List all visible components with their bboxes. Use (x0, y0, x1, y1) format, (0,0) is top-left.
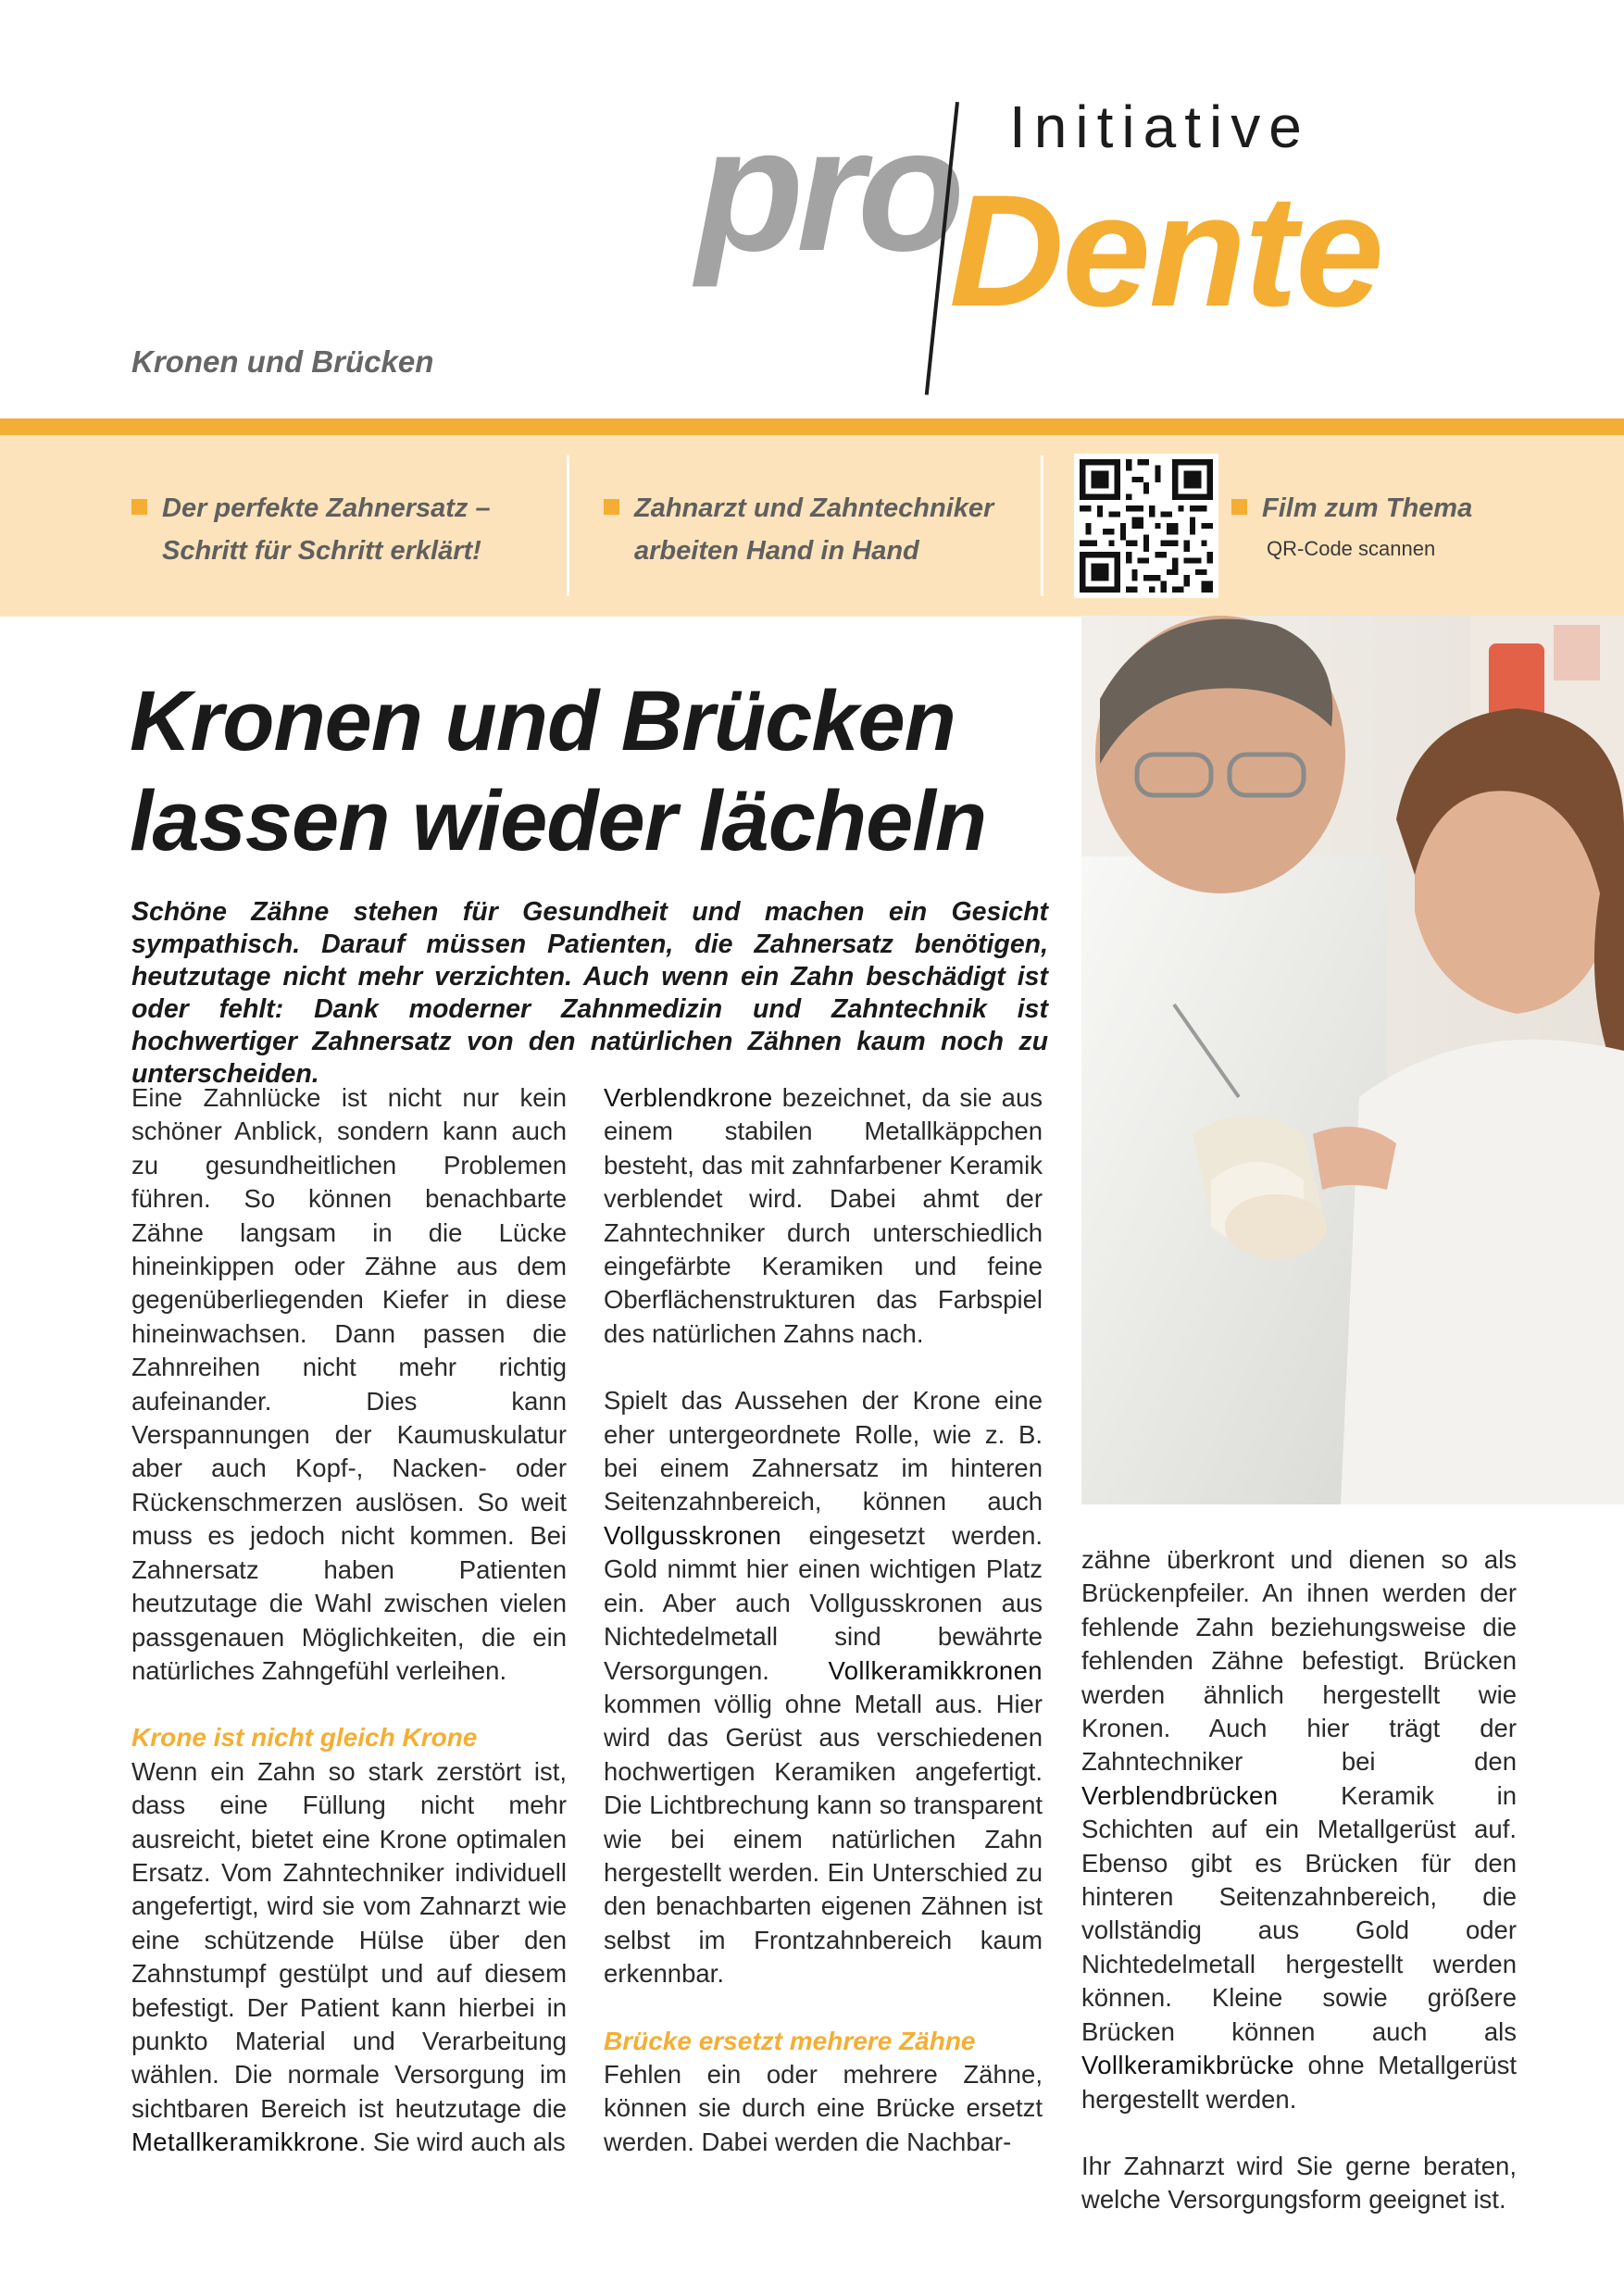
logo-dente: Dente (949, 162, 1382, 340)
qr-scan-hint: QR-Code scannen (1267, 537, 1436, 560)
paragraph-zahnluecke: Eine Zahnlücke ist nicht nur kein schöner Anblick, sondern kann auch zu gesundheitlichen Problemen führen. So können benachbarte Zähne langsam in die Lücke hineinkippen oder Zähne aus dem gegenüberliegenden Kiefer in diese hineinwachsen. Dann passen die Zahnreihen nicht mehr richtig aufeinander. Dies kann Verspannungen der Kaumuskulatur aber auch Kopf-, Nacken- oder Rückenschmerzen auslösen. So weit muss es jedoch nicht kommen. Bei Zahnersatz haben Patienten heutzutage die Wahl zwischen vielen passgenauen Möglichkeiten, die ein natürliches Zahngefühl verleihen. (131, 1083, 567, 1685)
term-metallkeramikkrone: Metallkeramikkrone (131, 2128, 359, 2157)
headline: Kronen und Brücken lassen wieder lächeln (130, 674, 987, 868)
paragraph-beratung: Ihr Zahnarzt wird Sie gerne beraten, welche Versorgungsform geeignet ist. (1081, 2151, 1517, 2215)
dentist-patient-photo (1081, 616, 1624, 1504)
subheading-bruecke: Brücke ersetzt mehrere Zähne (604, 2026, 976, 2055)
band-item-zahnarzt: Zahnarzt und Zahntechniker arbeiten Hand in Hand (604, 487, 993, 572)
body-column-2 (604, 1081, 1043, 2159)
band-item-zahnersatz: Der perfekte Zahnersatz – Schritt für Schritt erklärt! (131, 487, 491, 572)
paragraph-bruecke: zähne überkront und dienen so als Brückenpfeiler. An ihnen werden der fehlende Zahn beziehungsweise die fehlenden Zähne befestigt. Brücken werden ähnlich hergestellt wie Kronen. Auch hier trägt der Zahntechniker bei den Verblendbrücken Keramik in Schichten auf ein Metallgerüst auf. Ebenso gibt es Brücken für den hinteren Seitenzahnbereich, die vollständig aus Gold oder Nichtedelmetall hergestellt werden können. Kleine sowie größere Brücken können auch als Vollkeramikbrücke ohne Metallgerüst hergestellt werden. (1081, 1545, 1518, 2114)
term-verblendbruecken: Verblendbrücken (1081, 1780, 1279, 1810)
paragraph-verblendkrone: Verblendkrone bezeichnet, da sie aus einem stabilen Metallkäppchen besteht, das mit zahnfarbener Keramik verblendet wird. Dabei ahmt der Zahntechniker durch unterschiedlich eingefärbte Keramiken und feine Oberflächenstrukturen das Farbspiel des natürlichen Zahns nach. (604, 1083, 1043, 1348)
logo-initiative: Initiative (1009, 94, 1310, 160)
subheading-krone: Krone ist nicht gleich Krone (131, 1723, 478, 1753)
paragraph-krone: Wenn ein Zahn so stark zerstört ist, dass eine Füllung nicht mehr ausreicht, bietet eine Krone optimalen Ersatz. Vom Zahntechniker individuell angefertigt, wird sie vom Zahnarzt wie eine schützende Hülse über den Zahnstumpf gestülpt und auf diesem befestigt. Der Patient kann hierbei in punkto Material und Verarbeitung wählen. Die normale Versorgung im sichtbaren Bereich ist heutzutage die Metallkeramikkrone. Sie wird auch als (131, 1756, 567, 2157)
paragraph-vollguss: Spielt das Aussehen der Krone eine eher untergeordnete Rolle, wie z. B. bei einem Zahnersatz im hinteren Seitenzahnbereich, können auch Vollgusskronen eingesetzt werden. Gold nimmt hier einen wichtigen Platz ein. Aber auch Vollgusskronen aus Nichtedelmetall sind bewährte Versorgungen. Vollkeramikkronen kommen völlig ohne Metall aus. Hier wird das Gerüst aus verschiedenen hochwertigen Keramiken angefertigt. Die Lichtbrechung kann so transparent wie bei einem natürlichen Zahn hergestellt werden. Ein Unterschied zu den benachbarten eigenen Zähnen ist selbst im Frontzahnbereich kaum erkennbar. (604, 1386, 1043, 1989)
term-vollkeramikbruecke: Vollkeramikbrücke (1081, 2051, 1294, 2080)
square-bullet-icon (1231, 499, 1247, 515)
paragraph-bruecke-start: Fehlen ein oder mehrere Zähne, können sie durch eine Brücke ersetzt werden. Dabei werden die Nachbar- (604, 2059, 1043, 2156)
band-item-film: Film zum Thema (1231, 487, 1472, 530)
band-separator (567, 455, 569, 596)
term-verblendkrone: Verblendkrone (604, 1083, 773, 1112)
band-separator (1041, 455, 1043, 596)
body-column-3 (1081, 1543, 1517, 2217)
lead-paragraph: Schöne Zähne stehen für Gesundheit und machen ein Gesicht sympathisch. Darauf müssen Patienten, die Zahnersatz benötigen, heutzutage nicht mehr verzichten. Auch wenn ein Zahn beschädigt ist oder fehlt: Dank moderner Zahnmedizin und Zahntechnik ist hochwertiger Zahnersatz von den natürlichen Zähnen kaum noch zu unterscheiden. (131, 897, 1048, 1089)
term-vollgusskronen: Vollgusskronen (604, 1520, 782, 1550)
square-bullet-icon (604, 499, 619, 515)
logo-pro: pro (696, 92, 958, 288)
body-column-1 (131, 1081, 567, 2160)
qr-code-icon[interactable] (1074, 454, 1218, 598)
band-top-line (0, 418, 1624, 435)
section-label: Kronen und Brücken (131, 344, 434, 379)
term-vollkeramikkronen: Vollkeramikkronen (828, 1655, 1043, 1685)
square-bullet-icon (131, 499, 147, 515)
